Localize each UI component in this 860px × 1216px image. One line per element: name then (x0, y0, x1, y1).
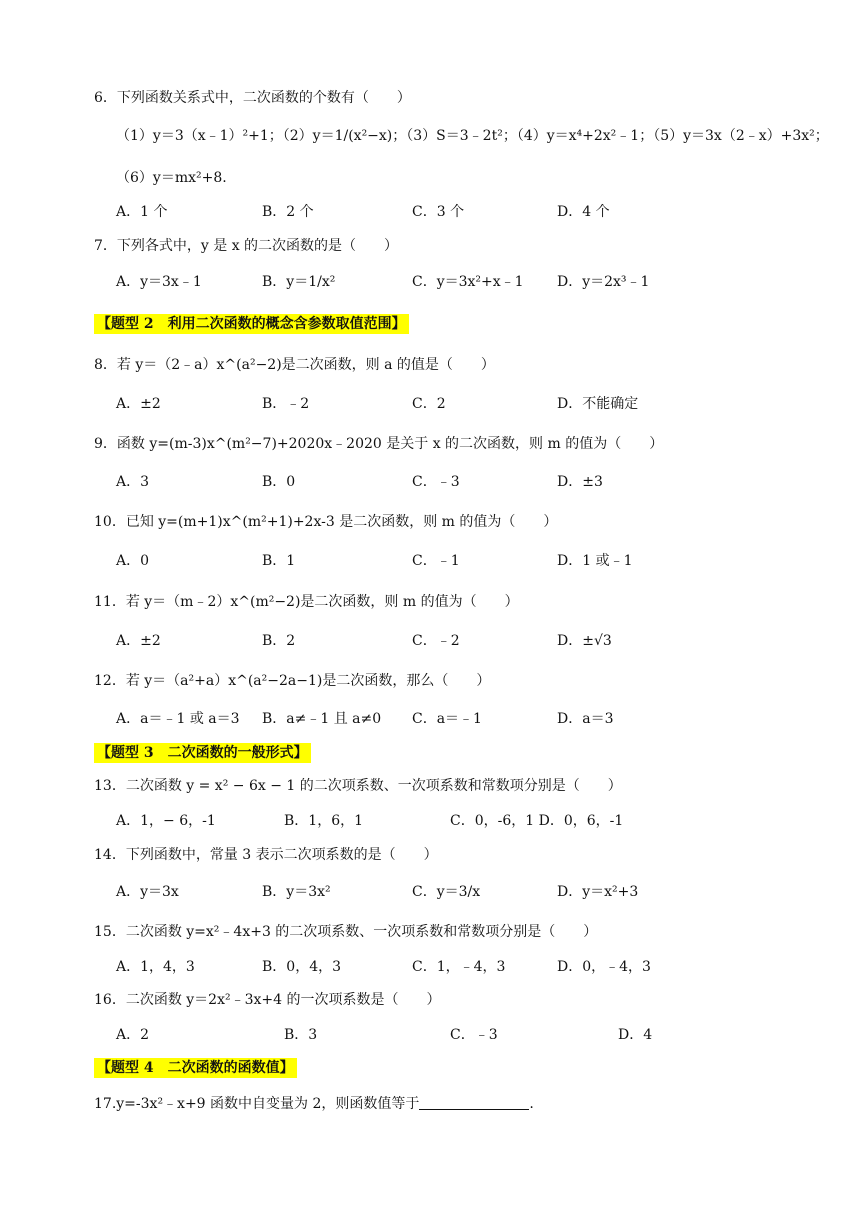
question-9-option-c: C．﹣3 (412, 474, 460, 490)
question-13-stem: 13．二次函数 y = x² − 6x − 1 的二次项系数、一次项系数和常数项分别是（ ） (94, 778, 622, 794)
question-7-stem: 7．下列各式中，y 是 x 的二次函数的是（ ） (94, 238, 399, 254)
question-6-stem: 6．下列函数关系式中，二次函数的个数有（ ） (94, 90, 411, 106)
question-16-option-c: C．﹣3 (450, 1027, 498, 1043)
question-7-option-d: D．y＝2x³﹣1 (557, 274, 650, 290)
question-15-option-b: B．0，4，3 (262, 959, 342, 975)
question-7-option-b: B．y＝1/x² (262, 274, 336, 290)
question-10-stem: 10．已知 y=(m+1)x^(m²+1)+2x-3 是二次函数，则 m 的值为（ ） (94, 514, 558, 530)
question-13-option-c-d: C．0，-6，1 D．0，6，-1 (450, 813, 624, 829)
question-12-stem: 12．若 y＝（a²+a）x^(a²−2a−1)是二次函数，那么（ ） (94, 673, 491, 689)
question-13-option-a: A．1，− 6，-1 (116, 813, 216, 829)
question-8-option-a: A．±2 (116, 396, 161, 412)
question-9-stem: 9．函数 y=(m-3)x^(m²−7)+2020x﹣2020 是关于 x 的二次函数，则 m 的值为（ ） (94, 436, 664, 452)
question-9-option-b: B．0 (262, 474, 296, 490)
question-10-option-b: B．1 (262, 553, 296, 569)
question-8-option-c: C．2 (412, 396, 446, 412)
question-6-line-2: （6）y＝mx²+8. (116, 170, 227, 186)
question-7-option-c: C．y＝3x²+x﹣1 (412, 274, 524, 290)
question-8-stem: 8．若 y＝（2﹣a）x^(a²−2)是二次函数，则 a 的值是（ ） (94, 357, 495, 373)
question-8-option-b: B．﹣2 (262, 396, 310, 412)
question-16-stem: 16．二次函数 y＝2x²﹣3x+4 的一次项系数是（ ） (94, 992, 441, 1008)
question-14-stem: 14．下列函数中，常量 3 表示二次项系数的是（ ） (94, 847, 438, 863)
question-9-option-d: D．±3 (557, 474, 603, 490)
question-7-option-a: A．y＝3x﹣1 (116, 274, 202, 290)
question-17-end: . (529, 1096, 534, 1112)
answer-blank[interactable] (419, 1095, 529, 1110)
section-heading-3: 【题型 3 二次函数的一般形式】 (94, 743, 311, 763)
section-heading-4: 【题型 4 二次函数的函数值】 (94, 1058, 297, 1078)
question-12-option-c: C．a＝﹣1 (412, 711, 482, 727)
question-14-option-c: C．y＝3/x (412, 884, 481, 900)
question-15-option-a: A．1，4，3 (116, 959, 195, 975)
question-15-stem: 15．二次函数 y=x²﹣4x+3 的二次项系数、一次项系数和常数项分别是（ ） (94, 924, 598, 940)
question-11-option-d: D．±√3 (557, 633, 612, 649)
question-12-option-b: B．a≠﹣1 且 a≠0 (262, 711, 382, 727)
question-11-option-b: B．2 (262, 633, 296, 649)
question-10-option-c: C．﹣1 (412, 553, 460, 569)
question-14-option-a: A．y＝3x (116, 884, 179, 900)
question-17-stem: 17.y=-3x²﹣x+9 函数中自变量为 2，则函数值等于 (94, 1096, 420, 1112)
question-12-option-d: D．a＝3 (557, 711, 614, 727)
question-10-option-d: D．1 或﹣1 (557, 553, 633, 569)
question-6-option-b: B．2 个 (262, 204, 314, 220)
question-8-option-d: D．不能确定 (557, 396, 639, 412)
question-6-option-a: A．1 个 (116, 204, 168, 220)
question-6-line-1: （1）y＝3（x﹣1）²+1；（2）y＝1/(x²−x)；（3）S＝3﹣2t²；（4）y＝x⁴+2x²﹣1；（5）y＝3x（2﹣x）+3x²； (116, 128, 829, 144)
question-6-option-d: D．4 个 (557, 204, 610, 220)
question-14-option-d: D．y＝x²+3 (557, 884, 639, 900)
question-12-option-a: A．a＝﹣1 或 a＝3 (116, 711, 240, 727)
question-11-stem: 11．若 y＝（m﹣2）x^(m²−2)是二次函数，则 m 的值为（ ） (94, 594, 519, 610)
question-15-option-c: C．1，﹣4，3 (412, 959, 506, 975)
question-17 (94, 1094, 534, 1114)
question-11-option-c: C．﹣2 (412, 633, 460, 649)
section-heading-2: 【题型 2 利用二次函数的概念含参数取值范围】 (94, 314, 409, 334)
question-16-option-b: B．3 (284, 1027, 318, 1043)
question-14-option-b: B．y＝3x² (262, 884, 331, 900)
question-11-option-a: A．±2 (116, 633, 161, 649)
question-10-option-a: A．0 (116, 553, 150, 569)
question-13-option-b: B．1，6，1 (284, 813, 364, 829)
question-15-option-d: D．0，﹣4，3 (557, 959, 651, 975)
question-6-option-c: C．3 个 (412, 204, 465, 220)
question-16-option-a: A．2 (116, 1027, 150, 1043)
question-16-option-d: D．4 (618, 1027, 653, 1043)
question-9-option-a: A．3 (116, 474, 150, 490)
